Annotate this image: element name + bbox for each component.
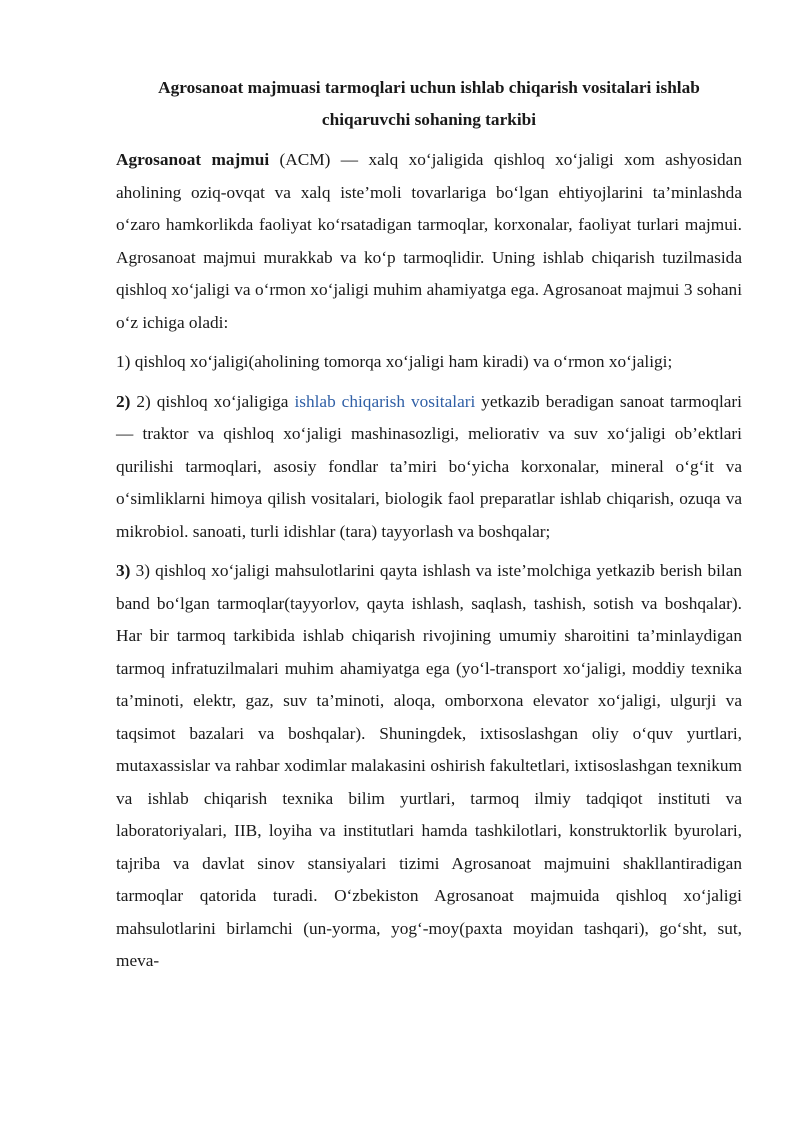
- list-item-2-number: 2): [116, 391, 131, 411]
- list-item-3-text: 3) qishloq xo‘jaligi mahsulotlarini qayta ishlash va iste’molchiga yetkazib berish bilan band bo‘lgan tarmoqlar(tayyorlov, qayta ishlash, saqlash, tashish, sotish va boshqalar). Har bir tarmoq tarkibida ishlab chiqarish rivojining umumiy sharoitini ta’minlaydigan tarmoq infratuzilmalari muhim ahamiyatga ega (yo‘l-transport xo‘jaligi, moddiy texnika ta’minoti, elektr, gaz, suv ta’minoti, aloqa, omborxona elevator xo‘jaligi, ulgurji va taqsimot bazalari va boshqalar). Shuningdek, ixtisoslashgan oliy o‘quv yurtlari, mutaxassislar va rahbar xodimlar malakasini oshirish fakultetlari, ixtisoslashgan texnikum va ishlab chiqarish texnika bilim yurtlari, tarmoq ilmiy tadqiqot instituti va laboratoriyalari, IIB, loyiha va institutlari hamda tashkilotlari, konstruktorlik byurolari, tajriba va davlat sinov stansiyalari tizimi Agrosanoat majmuini shakllantiradigan tarmoqlar qatorida turadi. O‘zbekiston Agrosanoat majmuida qishloq xo‘jaligi mahsulotlarini birlamchi (un-yorma, yog‘-moy(paxta moyidan tashqari), go‘sht, sut, meva-: [116, 561, 742, 970]
- list-item-2: [116, 386, 742, 549]
- paragraph-intro: [116, 144, 742, 339]
- term-agrosanoat-majmui: Agrosanoat majmui: [116, 150, 270, 169]
- list-item-1: 1) qishloq xo‘jaligi(aholining tomorqa xo‘jaligi ham kiradi) va o‘rmon xo‘jaligi;: [116, 352, 673, 371]
- list-item-2-pre: 2) qishloq xo‘jaligiga: [130, 391, 295, 411]
- list-item-3-number: 3): [116, 561, 131, 580]
- paragraph-intro-text: (ACM) — xalq xo‘jaligida qishloq xo‘jaligi xom ashyosidan aholining oziq-ovqat va xalq iste’moli tovarlariga bo‘lgan ehtiyojlarini ta’minlashda o‘zaro hamkorlikda faoliyat ko‘rsatadigan tarmoqlar, korxonalar, faoliyat turlari majmui. Agrosanoat majmui murakkab va ko‘p tarmoqlidir. Uning ishlab chiqarish tuzilmasida qishloq xo‘jaligi va o‘rmon xo‘jaligi muhim ahamiyatga ega. Agrosanoat majmui 3 sohani o‘z ichiga oladi:: [116, 150, 742, 332]
- list-item-3: [116, 555, 742, 978]
- page-title: Agrosanoat majmuasi tarmoqlari uchun ishlab chiqarish vositalari ishlab chiqaruvchi sohaning tarkibi: [158, 78, 700, 129]
- link-ishlab-chiqarish-vositalari[interactable]: ishlab chiqarish vositalari: [294, 391, 476, 411]
- list-item-2-post: yetkazib beradigan sanoat tarmoqlari — traktor va qishloq xo‘jaligi mashinasozligi, meliorativ va suv xo‘jaligi ob’ektlari qurilishi tarmoqlari, asosiy fondlar ta’miri bo‘yicha korxonalar, mineral o‘g‘it va o‘simliklarni himoya qilish vositalari, biologik faol preparatlar ishlab chiqarish, ozuqa va mikrobiol. sanoati, turli idishlar (tara) tayyorlash va boshqalar;: [116, 391, 742, 541]
